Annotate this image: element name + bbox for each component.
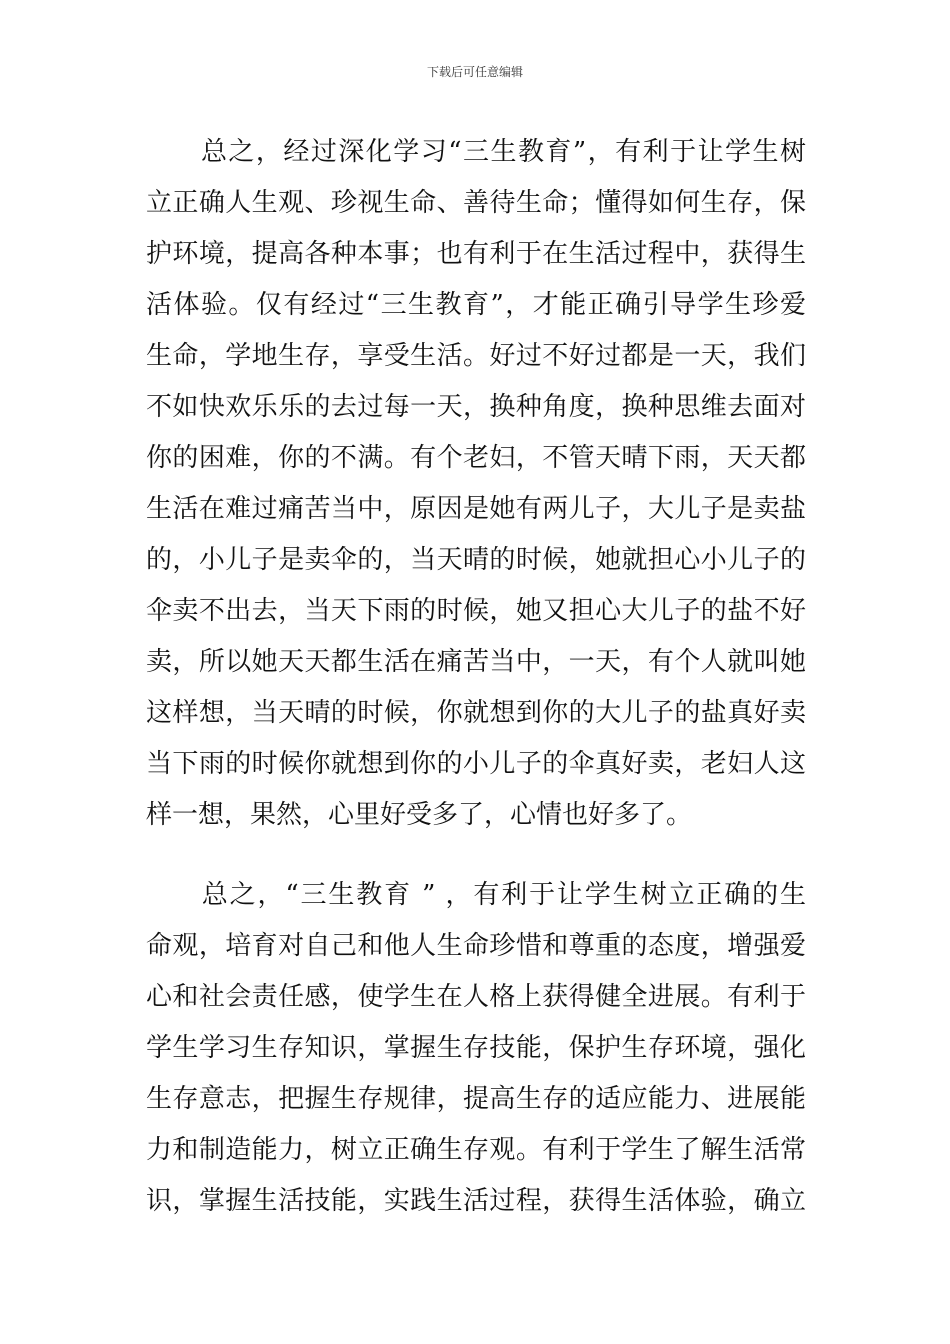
paragraph-2	[146, 870, 806, 1227]
paragraph-line: 总之，“三生教育 ” ，有利于让学生树立正确的生	[146, 880, 806, 910]
paragraph-line: 心和社会责任感，使学生在人格上获得健全进展。有利于	[146, 982, 806, 1012]
paragraph-line: 伞卖不出去，当天下雨的时候，她又担心大儿子的盐不好	[146, 596, 806, 626]
paragraph-line: 学生学习生存知识，掌握生存技能，保护生存环境，强化	[146, 1033, 806, 1063]
paragraph-line: 总之，经过深化学习“三生教育”，有利于让学生树	[146, 137, 806, 167]
paragraph-line: 的，小儿子是卖伞的，当天晴的时候，她就担心小儿子的	[146, 545, 806, 575]
paragraph-line: 样一想，果然，心里好受多了，心情也好多了。	[146, 800, 693, 830]
paragraph-1	[146, 127, 806, 841]
paragraph-line: 护环境，提高各种本事；也有利于在生活过程中，获得生	[146, 239, 806, 269]
paragraph-line: 生活在难过痛苦当中，原因是她有两儿子，大儿子是卖盐	[146, 494, 806, 524]
paragraph-line: 生命，学地生存，享受生活。好过不好过都是一天，我们	[146, 341, 806, 371]
paragraph-line: 立正确人生观、珍视生命、善待生命；懂得如何生存，保	[146, 188, 806, 218]
paragraph-line: 这样想，当天晴的时候，你就想到你的大儿子的盐真好卖	[146, 698, 806, 728]
paragraph-line: 识，掌握生活技能，实践生活过程，获得生活体验，确立	[146, 1186, 806, 1216]
paragraph-line: 力和制造能力，树立正确生存观。有利于学生了解生活常	[146, 1135, 806, 1165]
paragraph-line: 当下雨的时候你就想到你的小儿子的伞真好卖，老妇人这	[146, 749, 806, 779]
paragraph-line: 活体验。仅有经过“三生教育”，才能正确引导学生珍爱	[146, 290, 806, 320]
paragraph-line: 生存意志，把握生存规律，提高生存的适应能力、进展能	[146, 1084, 806, 1114]
paragraph-line: 你的困难，你的不满。有个老妇，不管天晴下雨，天天都	[146, 443, 806, 473]
page-header: 下载后可任意编辑	[426, 65, 523, 79]
paragraph-line: 命观，培育对自己和他人生命珍惜和尊重的态度，增强爱	[146, 931, 806, 961]
paragraph-line: 不如快欢乐乐的去过每一天，换种角度，换种思维去面对	[146, 392, 806, 422]
paragraph-line: 卖，所以她天天都生活在痛苦当中，一天，有个人就叫她	[146, 647, 806, 677]
